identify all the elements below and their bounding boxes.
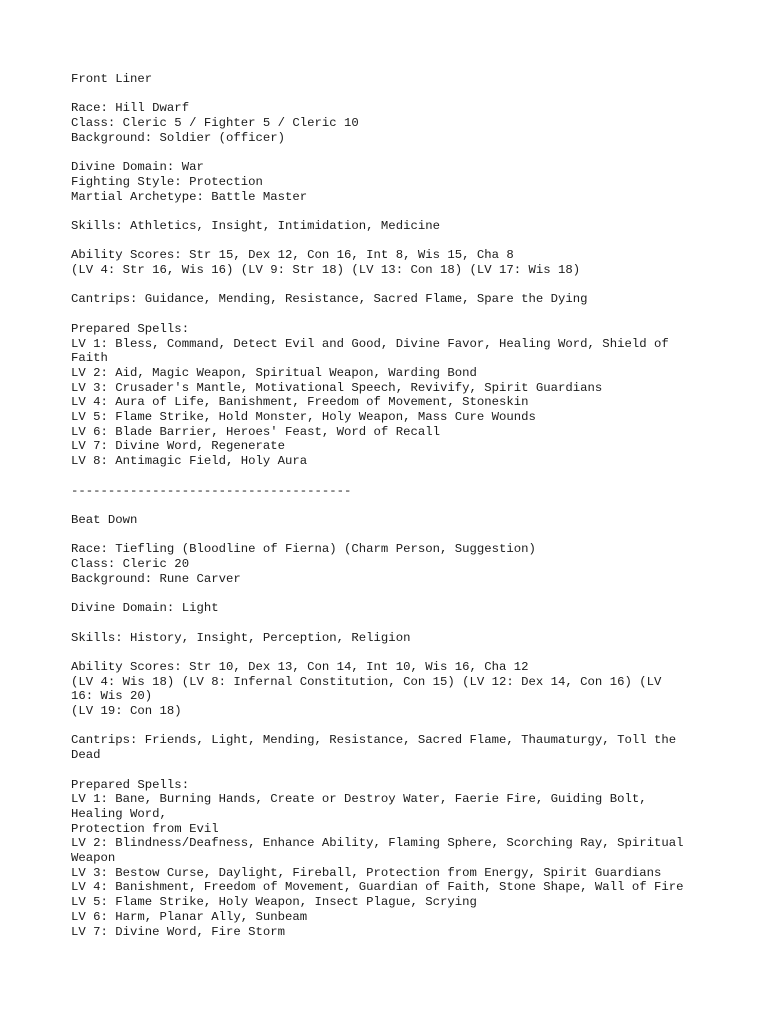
spell-line: LV 6: Blade Barrier, Heroes' Feast, Word of Recall xyxy=(71,424,440,439)
build-beat-down xyxy=(71,513,711,939)
build-title: Beat Down xyxy=(71,512,138,527)
cantrips-line: Dead xyxy=(71,748,101,763)
domain-line: Divine Domain: Light xyxy=(71,601,219,616)
ability-scores xyxy=(71,248,711,277)
prepared-spells-header: Prepared Spells: xyxy=(71,321,190,336)
fighting-style-line: Fighting Style: Protection xyxy=(71,174,263,189)
prepared-spells xyxy=(71,322,711,469)
build-features xyxy=(71,160,711,204)
race-line: Race: Tiefling (Bloodline of Fierna) (Charm Person, Suggestion) xyxy=(71,542,536,557)
ability-scores-line: Ability Scores: Str 10, Dex 13, Con 14, Int 10, Wis 16, Cha 12 xyxy=(71,659,529,674)
spell-line: Weapon xyxy=(71,851,116,866)
build-basics xyxy=(71,542,711,586)
background-line: Background: Soldier (officer) xyxy=(71,130,286,145)
spell-line: LV 2: Aid, Magic Weapon, Spiritual Weapon, Warding Bond xyxy=(71,365,477,380)
ability-scores-line: Ability Scores: Str 15, Dex 12, Con 16, Int 8, Wis 15, Cha 8 xyxy=(71,248,514,263)
cantrips-line: Cantrips: Guidance, Mending, Resistance, Sacred Flame, Spare the Dying xyxy=(71,292,588,307)
spell-line: LV 4: Aura of Life, Banishment, Freedom of Movement, Stoneskin xyxy=(71,395,529,410)
spell-line: LV 2: Blindness/Deafness, Enhance Ability, Flaming Sphere, Scorching Ray, Spiritual xyxy=(71,836,684,851)
skills-line: Skills: Athletics, Insight, Intimidation, Medicine xyxy=(71,218,440,233)
section-separator: -------------------------------------- xyxy=(71,483,352,498)
prepared-spells xyxy=(71,778,711,940)
spell-line: LV 1: Bless, Command, Detect Evil and Good, Divine Favor, Healing Word, Shield of xyxy=(71,336,669,351)
cantrips xyxy=(71,733,711,762)
spell-line: LV 8: Antimagic Field, Holy Aura xyxy=(71,454,308,469)
skills-line: Skills: History, Insight, Perception, Religion xyxy=(71,630,411,645)
spell-line: LV 7: Divine Word, Regenerate xyxy=(71,439,286,454)
class-line: Class: Cleric 5 / Fighter 5 / Cleric 10 xyxy=(71,116,359,131)
build-front-liner xyxy=(71,72,711,469)
document-page xyxy=(71,72,711,954)
asi-line: (LV 4: Str 16, Wis 16) (LV 9: Str 18) (LV 13: Con 18) (LV 17: Wis 18) xyxy=(71,263,581,278)
asi-line: (LV 19: Con 18) xyxy=(71,704,182,719)
spell-line: LV 1: Bane, Burning Hands, Create or Destroy Water, Faerie Fire, Guiding Bolt, xyxy=(71,792,647,807)
spell-line: LV 5: Flame Strike, Holy Weapon, Insect Plague, Scrying xyxy=(71,895,477,910)
archetype-line: Martial Archetype: Battle Master xyxy=(71,189,308,204)
spell-line: LV 3: Crusader's Mantle, Motivational Speech, Revivify, Spirit Guardians xyxy=(71,380,603,395)
domain-line: Divine Domain: War xyxy=(71,160,204,175)
build-title: Front Liner xyxy=(71,72,153,86)
cantrips-line: Cantrips: Friends, Light, Mending, Resistance, Sacred Flame, Thaumaturgy, Toll the xyxy=(71,733,677,748)
asi-line: (LV 4: Wis 18) (LV 8: Infernal Constitution, Con 15) (LV 12: Dex 14, Con 16) (LV xyxy=(71,674,662,689)
spell-line: Faith xyxy=(71,351,108,366)
spell-line: LV 6: Harm, Planar Ally, Sunbeam xyxy=(71,909,308,924)
spell-line: LV 5: Flame Strike, Hold Monster, Holy Weapon, Mass Cure Wounds xyxy=(71,410,536,425)
ability-scores xyxy=(71,660,711,719)
prepared-spells-header: Prepared Spells: xyxy=(71,777,190,792)
spell-line: Healing Word, xyxy=(71,806,167,821)
race-line: Race: Hill Dwarf xyxy=(71,101,190,116)
build-basics xyxy=(71,101,711,145)
class-line: Class: Cleric 20 xyxy=(71,557,190,572)
background-line: Background: Rune Carver xyxy=(71,571,241,586)
asi-line: 16: Wis 20) xyxy=(71,689,153,704)
spell-line: LV 4: Banishment, Freedom of Movement, Guardian of Faith, Stone Shape, Wall of Fire xyxy=(71,880,684,895)
spell-line: Protection from Evil xyxy=(71,821,219,836)
spell-line: LV 7: Divine Word, Fire Storm xyxy=(71,924,286,939)
spell-line: LV 3: Bestow Curse, Daylight, Fireball, Protection from Energy, Spirit Guardians xyxy=(71,865,662,880)
